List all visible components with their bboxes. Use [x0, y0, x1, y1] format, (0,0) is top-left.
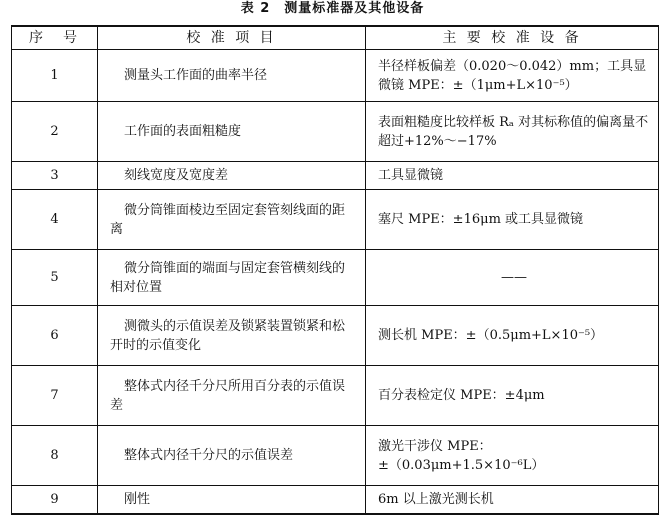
row-item: 测量头工作面的曲率半径: [98, 50, 366, 102]
header-calibration-item: 校 准 项 目: [98, 26, 366, 50]
row-item: 测微头的示值误差及锁紧装置锁紧和松开时的示值变化: [98, 306, 366, 366]
row-equipment: 百分表检定仪 MPE：±4μm: [366, 366, 659, 426]
table-row: [12, 306, 659, 366]
row-equipment: ——: [366, 250, 659, 306]
row-number: 4: [12, 190, 98, 250]
row-equipment: 表面粗糙度比较样板 Rₐ 对其标称值的偏离量不超过+12%～−17%: [366, 102, 659, 162]
table-row: [12, 102, 659, 162]
row-number: 8: [12, 426, 98, 486]
row-equipment: 半径样板偏差（0.020～0.042）mm；工具显微镜 MPE：±（1μm+L×10⁻⁵）: [366, 50, 659, 102]
row-number: 6: [12, 306, 98, 366]
row-item: 工作面的表面粗糙度: [98, 102, 366, 162]
table-row: [12, 486, 659, 514]
calibration-equipment-table: [11, 25, 659, 515]
row-item: 整体式内径千分尺所用百分表的示值误差: [98, 366, 366, 426]
row-equipment: 塞尺 MPE：±16μm 或工具显微镜: [366, 190, 659, 250]
row-item: 刻线宽度及宽度差: [98, 162, 366, 190]
row-number: 1: [12, 50, 98, 102]
table-row: [12, 366, 659, 426]
table-row: [12, 250, 659, 306]
row-item: 微分筒锥面棱边至固定套管刻线面的距离: [98, 190, 366, 250]
row-item: 刚性: [98, 486, 366, 514]
table-row: [12, 190, 659, 250]
row-item: 微分筒锥面的端面与固定套管横刻线的相对位置: [98, 250, 366, 306]
row-number: 9: [12, 486, 98, 514]
row-number: 3: [12, 162, 98, 190]
row-item: 整体式内径千分尺的示值误差: [98, 426, 366, 486]
row-number: 5: [12, 250, 98, 306]
row-equipment: 工具显微镜: [366, 162, 659, 190]
row-equipment: 激光干涉仪 MPE：±（0.03μm+1.5×10⁻⁶L）: [366, 426, 659, 486]
row-number: 7: [12, 366, 98, 426]
table-row: [12, 162, 659, 190]
row-number: 2: [12, 102, 98, 162]
row-equipment: 6m 以上激光测长机: [366, 486, 659, 514]
header-main-equipment: 主 要 校 准 设 备: [366, 26, 659, 50]
row-equipment: 测长机 MPE：±（0.5μm+L×10⁻⁵）: [366, 306, 659, 366]
table-row: [12, 426, 659, 486]
table-caption: 表 2 测量标准器及其他设备: [240, 1, 425, 16]
table-header-row: [12, 26, 659, 50]
header-serial-no: 序 号: [12, 26, 98, 50]
table-row: [12, 50, 659, 102]
